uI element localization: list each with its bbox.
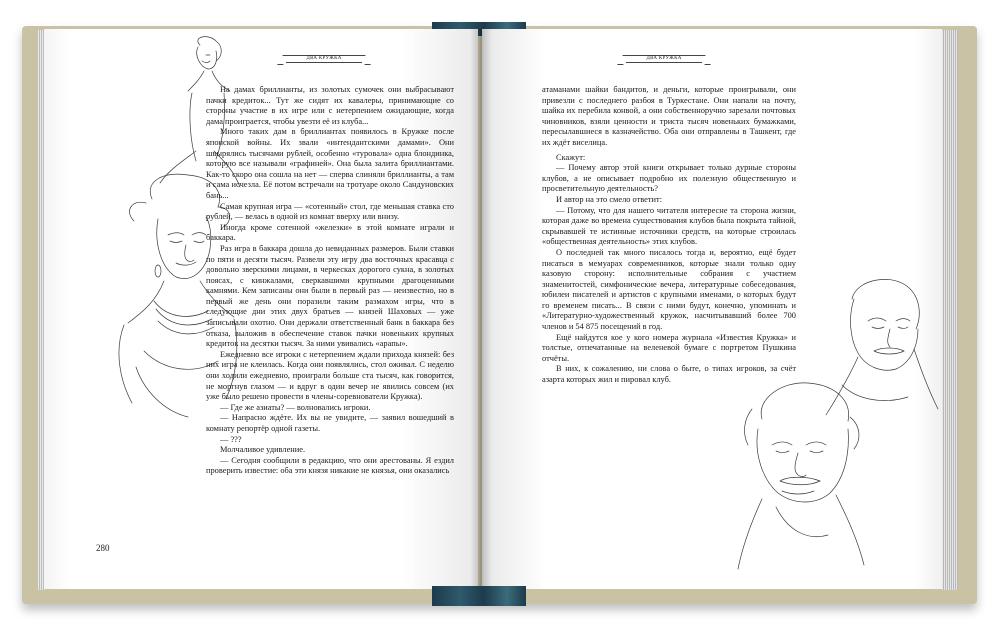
left-page [44, 29, 478, 589]
left-running-header-text: ДВА КРУЖКА [306, 56, 342, 61]
paragraph: На дамах бриллианты, из золотых сумочек они выбрасывают пачки кредиток... Тут же сидят их кавалеры, принимающие со стороны участие в их игре или с нетерпением ожидающие, когда дама проиграется, чтобы увезти её из клуба... [206, 85, 454, 126]
paragraph: В них, к сожалению, ни слова о быте, о типах игроков, за счёт азарта которых жил и пировал клуб. [542, 364, 796, 385]
page-edges-right [942, 30, 958, 590]
paragraph: атаманами шайки бандитов, и деньги, которые проигрывали, они привезли с последнего разбоя в Туркестане. Они напали на почту, шайка их перебила конвой, а они собственноручно зарезали почтовых чиновников, взяли ценности и триста тысяч новеньких бумажками, пересылавшиеся в казначейство. Оба они отправлены в Ташкент, где их ждёт виселица. [542, 85, 796, 147]
paragraph: Ежедневно все игроки с нетерпением ждали прихода князей: без них игра не клеилась. Когда они появлялись, стол оживал. С неделю они ходили ежедневно, проиграли больше ста тысяч, как говорится, не моргнув глазом — и вдруг в один вечер не явились совсем (их уже было решено провести в члены-соревнователи Кружка). [206, 349, 454, 402]
paragraph: Раз игра в баккара дошла до невиданных размеров. Были ставки по пяти и десяти тысяч. Развели эту игру два восточных красавца с довольно зверскими лицами, в черкесках дорогого сукна, в золотых поясах, с кинжалами, сверкавшими крупными драгоценными камнями. Кем записаны они были в первый раз — неизвестно, но в первый же день они поразили таким размахом игры, что в следующие дни этих двух братьев — князей Шаховых — уже записывали охотно. Они держали ответственный банк в баккара без отказа, выложив в обеспечение ставок пачки новеньких крупных кредиток на десятки тысяч. За ними увивались «арапы». [206, 243, 454, 349]
left-page-text [206, 85, 454, 477]
paragraph: Самая крупная игра — «сотенный» стол, где меньшая ставка сто рублей, — велась в одной из комнат вверху или внизу. [206, 201, 454, 222]
book-gutter [470, 29, 492, 591]
men-portraits-sketch [732, 269, 942, 589]
left-running-header [280, 53, 368, 65]
paragraph: — Потому, что для нашего читателя интересне та сторона жизни, которая даже во времена существования клубов была покрыта тайной, скрывавшей те истинные источники средств, на которые строилась «общественная деятельность» этих клубов. [542, 205, 796, 247]
page-number: 280 [96, 543, 110, 553]
paragraph: — Напрасно ждёте. Их вы не увидите, — заявил вошедший в комнату репортёр одной газеты. [206, 413, 454, 433]
bookmark-ribbon-bottom [432, 586, 526, 606]
paragraph: — Почему автор этой книги открывает только дурные стороны клубов, а не описывает подробно их полезную общественную и просветительную деятельность? [542, 163, 796, 194]
paragraph: — Где же азиаты? — волновались игроки. [220, 402, 371, 412]
paragraph: О последней так много писалось тогда и, вероятно, ещё будет писаться в мемуарах современников, которые знали только одну казовую сторону: исполнительные собрания с участием знаменитостей, симфонические вечера, литературные собеседования, юбилеи писателей и артистов с крупными именами, о которых будут го временем писать... В связи с ними будут, конечно, упоминать и «Литературно-художественный кружок, насчитывавший более 700 членов и 54 875 посещений в год. [542, 247, 796, 332]
paragraph: — Сегодня сообщили в редакцию, что они арестованы. Я ездил проверить известие: оба эти князя никакие не князья, они оказались [206, 455, 454, 476]
right-running-header-text: ДВА КРУЖКА [646, 56, 682, 61]
paragraph: Ещё найдутся кое у кого номера журнала «Известия Кружка» и толстые, отпечатанные на веленевой бумаге с портретом Пушкина отчёты. [542, 332, 796, 363]
paragraph: Скажут: [556, 152, 586, 162]
paragraph: И автор на это смело ответит: [556, 194, 663, 204]
paragraph: Много таких дам в бриллиантах появилось в Кружке после японской войны. Их звали «интендантскими дамами». Они швырялись тысячами рублей, особенно «туровала» одна блондинка, которую все называли «графиней». Она была залита бриллиантами. Как-то скоро она сошла на нет — сперва слиняли бриллианты, а там и сама исчезла. Её потом встречали на тротуаре около Сандуновских бань... [206, 127, 454, 200]
paragraph: Молчаливое удивление. [220, 445, 306, 455]
paragraph: — ??? [220, 434, 242, 444]
right-running-header [620, 53, 708, 65]
right-page [482, 29, 942, 589]
paragraph: Иногда кроме сотенной «железки» в этой комнате играли и баккара. [206, 222, 454, 243]
